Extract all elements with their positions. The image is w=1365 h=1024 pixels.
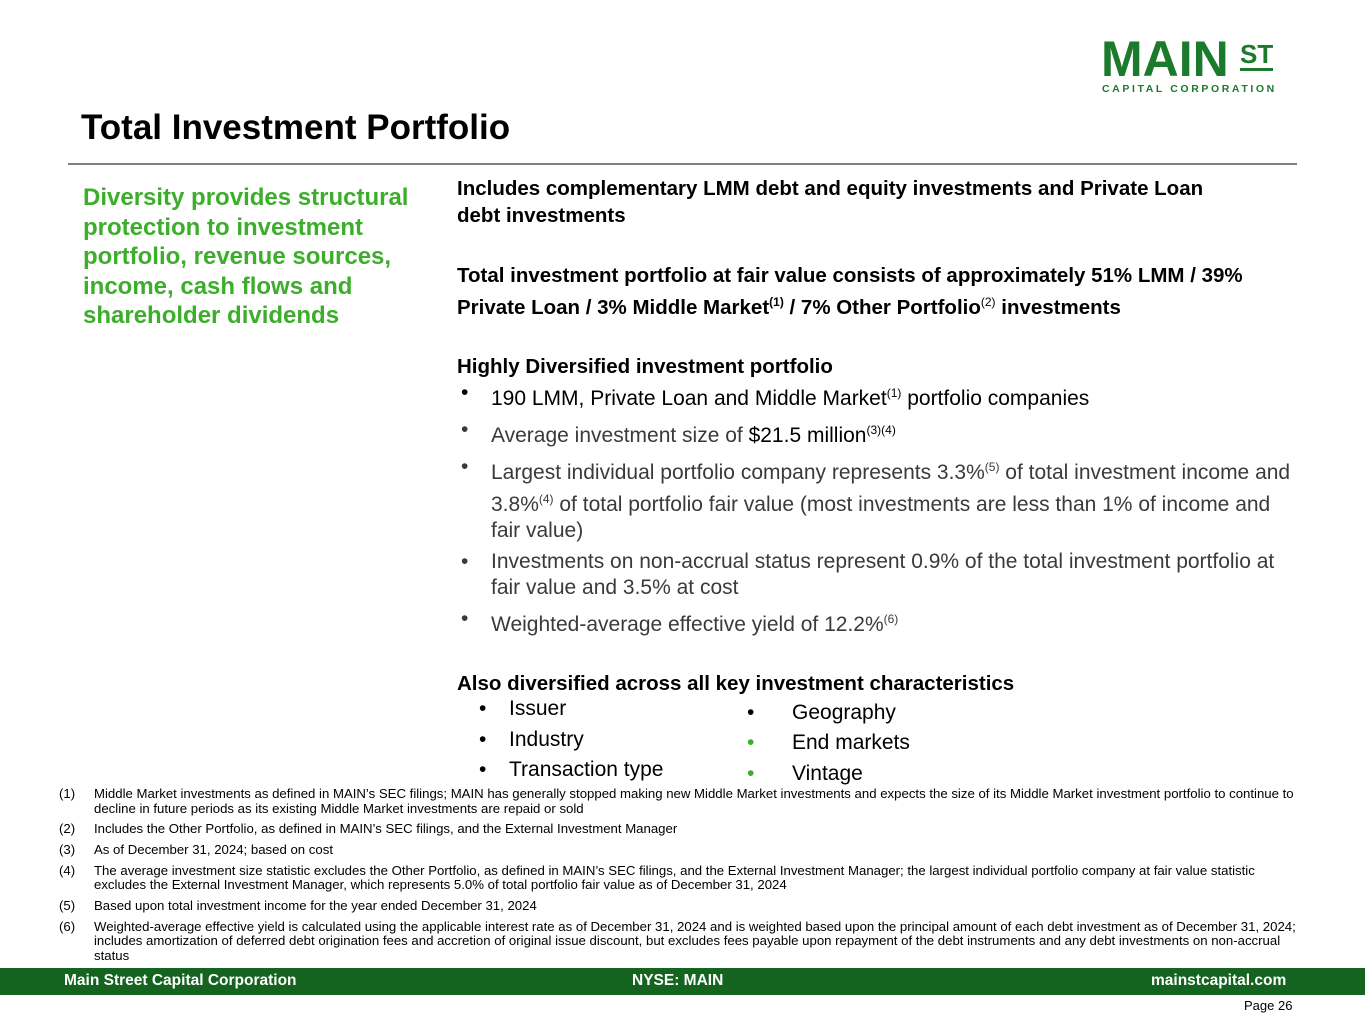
characteristic-item: • Transaction type: [479, 757, 664, 781]
characteristic-item: • Industry: [479, 727, 584, 751]
footnote: [59, 920, 1299, 964]
footnote: [59, 864, 1299, 893]
footnote-ref: (4): [538, 491, 554, 506]
footnote-text: Weighted-average effective yield is calculated using the applicable interest rate as of December 31, 2024 and is weighted based upon the principal amount of each debt investment as of December 31, 2024; includes amortization of deferred debt origination fees and accretion of original issue discount, but excludes fees payable upon repayment of the debt instruments and any debt investments on non-accrual status: [94, 918, 1296, 963]
characteristic-label: Geography: [792, 700, 896, 724]
bullet-text: Weighted-average effective yield of 12.2%: [491, 612, 884, 636]
page-title: Total Investment Portfolio: [81, 108, 511, 147]
footnote-number: (6): [59, 918, 76, 934]
bullet-text: Investments on non-accrual status represent 0.9% of the total investment portfolio at fair value and 3.5% at cost: [491, 549, 1275, 599]
characteristic-item: • Vintage: [747, 761, 863, 785]
footnote-ref: (1): [769, 295, 784, 309]
characteristic-item: • Issuer: [479, 696, 567, 720]
footnote: [59, 822, 1299, 837]
bullet-text: of total investment income and 3.8%: [491, 460, 1291, 516]
bullet-effective-yield: • Weighted-average effective yield of 12.2%$^{(6)}$: [461, 606, 899, 636]
heading-fair-value-text: Total investment portfolio at fair value consists of approximately 51% LMM / 39% Private Loan / 3% Middle Market: [457, 264, 1243, 319]
footnote-ref: (2): [980, 295, 996, 309]
logo-subtitle: CAPITAL CORPORATION: [1102, 83, 1277, 95]
footnote-number: (2): [59, 821, 76, 837]
characteristic-label: End markets: [792, 730, 910, 754]
page-number: Page 26: [1244, 998, 1293, 1013]
footnote-text: Based upon total investment income for the year ended December 31, 2024: [94, 898, 537, 914]
footnote-number: (5): [59, 898, 76, 914]
footnote: [59, 899, 1299, 914]
bullet-portfolio-companies: • 190 LMM, Private Loan and Middle Market$^{(1)}$ portfolio companies: [461, 380, 1090, 410]
bullet-largest-company: • Largest individual portfolio company represents 3.3%$^{(5)}$ of total investment income and 3.8%$^{(4)}$ of total portfolio fair value (most investments are less than 1% of income and fair value): [461, 454, 1291, 542]
footnote-text: The average investment size statistic excludes the Other Portfolio, as defined in MAIN’s SEC filings, and the External Investment Manager; the largest individual portfolio company at fair value statistic excludes the External Investment Manager, which represents 5.0% of total portfolio fair value as of December 31, 2024: [94, 862, 1255, 893]
footnote: [59, 843, 1299, 858]
characteristic-label: Issuer: [509, 696, 567, 720]
footnotes: [59, 787, 1299, 970]
bullet-text: Largest individual portfolio company represents 3.3%: [491, 460, 985, 484]
characteristics-list: [457, 697, 1307, 797]
bullet-text: 190 LMM, Private Loan and Middle Market: [491, 386, 887, 410]
characteristic-item: • End markets: [747, 730, 910, 754]
footnote-text: Middle Market investments as defined in MAIN’s SEC filings; MAIN has generally stopped making new Middle Market investments and expects the size of its Middle Market investment portfolio to continue to decline in future periods as its existing Middle Market investments are repaid or sold: [94, 786, 1294, 816]
bullet-text: Average investment size of: [491, 423, 749, 447]
heading-fair-value-mix: [457, 262, 1297, 321]
logo-main-text: MAIN: [1101, 31, 1229, 87]
heading-key-characteristics: Also diversified across all key investment characteristics: [457, 671, 1015, 695]
logo-st-text: ST: [1240, 39, 1274, 69]
footnote-ref: (3)(4): [866, 422, 896, 437]
left-callout: Diversity provides structural protection to investment portfolio, revenue sources, income, cash flows and shareholder dividends: [83, 184, 409, 329]
bullet-text: of total portfolio fair value (most investments are less than 1% of income and fair value): [491, 492, 1271, 542]
right-content: [457, 175, 1307, 797]
characteristic-item: • Geography: [747, 700, 896, 724]
footer-website-link[interactable]: mainstcapital.com: [1151, 972, 1287, 989]
footnote-number: (3): [59, 842, 76, 858]
footnote-ref: (5): [984, 459, 1000, 474]
footnote-number: (4): [59, 862, 76, 878]
bullet-text: portfolio companies: [901, 386, 1090, 410]
heading-fair-value-text: / 7% Other Portfolio: [783, 295, 981, 319]
title-divider: [68, 163, 1297, 165]
characteristic-label: Industry: [509, 727, 584, 751]
bullet-value: $21.5 million: [748, 423, 867, 447]
footnote-text: Includes the Other Portfolio, as defined in MAIN’s SEC filings, and the External Investment Manager: [94, 821, 678, 837]
heading-diversified: Highly Diversified investment portfolio: [457, 354, 833, 378]
heading-fair-value-text: investments: [995, 295, 1121, 319]
footnote: [59, 787, 1299, 816]
bullet-non-accrual: • Investments on non-accrual status represent 0.9% of the total investment portfolio at fair value and 3.5% at cost: [461, 549, 1275, 599]
company-logo: [1098, 31, 1278, 96]
footnote-ref: (6): [883, 611, 899, 626]
bullet-average-size: • Average investment size of $21.5 million$^{(3)(4)}$: [461, 417, 896, 447]
footnote-ref: (1): [886, 385, 902, 400]
characteristic-label: Transaction type: [509, 757, 664, 781]
heading-complementary: Includes complementary LMM debt and equity investments and Private Loan debt investments: [457, 177, 1204, 227]
footer-company: Main Street Capital Corporation: [64, 972, 297, 989]
footnote-number: (1): [59, 786, 76, 801]
characteristic-label: Vintage: [792, 761, 863, 785]
footnote-text: As of December 31, 2024; based on cost: [94, 842, 333, 858]
footer-ticker: NYSE: MAIN: [632, 972, 724, 989]
